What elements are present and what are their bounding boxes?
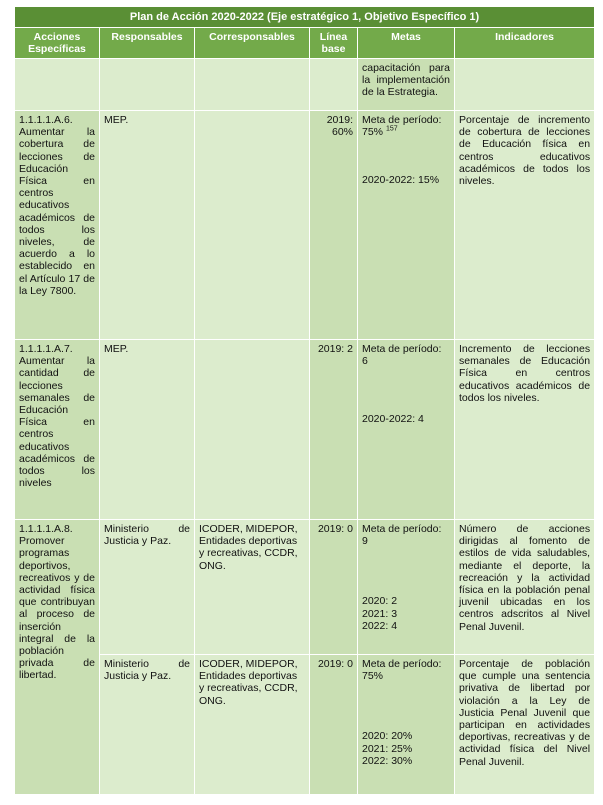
cell-corresponsables <box>195 111 310 340</box>
cell-indicador <box>455 59 595 111</box>
meta-periodo: Meta de período: 6 <box>362 343 442 368</box>
cell-metas <box>358 111 455 340</box>
table-row <box>15 111 595 340</box>
header-indicadores: Indicadores <box>455 28 595 59</box>
cell-corresponsables: ICODER, MIDEPOR, Entidades deportivas y recreativas, CCDR, ONG. <box>195 655 310 795</box>
cell-linea-base: 2019: 2 <box>310 340 358 520</box>
meta-periodo: Meta de período: 9 <box>362 523 442 548</box>
cell-linea-base: 2019: 0 <box>310 655 358 795</box>
action-plan-table <box>14 6 595 795</box>
cell-metas <box>358 520 455 655</box>
cell-accion: 1.1.1.1.A.7. Aumentar la cantidad de lecciones semanales de Educación Física en centros educativos académicos de todos los niveles <box>15 340 100 520</box>
action-plan-document <box>14 6 594 795</box>
header-corresponsables: Corresponsables <box>195 28 310 59</box>
cell-accion <box>15 59 100 111</box>
cell-responsables: MEP. <box>100 340 195 520</box>
cell-indicador: Número de acciones dirigidas al fomento de estilos de vida saludables, mediante el deporte, la recreación y la actividad física en la población penal juvenil ubicadas en los centros adscritos al Nivel Penal Juvenil. <box>455 520 595 655</box>
meta-anual: 2022: 30% <box>362 754 413 767</box>
header-linea-base: Línea base <box>310 28 358 59</box>
cell-corresponsables: ICODER, MIDEPOR, Entidades deportivas y recreativas, CCDR, ONG. <box>195 520 310 655</box>
cell-metas <box>358 655 455 795</box>
cell-linea-base: 2019: 0 <box>310 520 358 655</box>
meta-anual: 2020: 20% <box>362 730 413 743</box>
header-acciones: Acciones Específicas <box>15 28 100 59</box>
cell-indicador: Porcentaje de incremento de cobertura de lecciones de Educación física en centros educativos académicos de todos los niveles. <box>455 111 595 340</box>
footnote-ref: 157 <box>385 125 398 133</box>
meta-anual: 2021: 3 <box>362 607 398 620</box>
cell-accion: 1.1.1.1.A.8. Promover programas deportivos, recreativos y de actividad física que contribuyan al proceso de inserción integral de la población privada de libertad. <box>15 520 100 795</box>
cell-indicador: Porcentaje de población que cumple una sentencia privativa de libertad por violación a la Ley de Justicia Penal Juvenil que participan en actividades deportivas, recreativas y de actividad física del Nivel Penal Juvenil. <box>455 655 595 795</box>
cell-corresponsables <box>195 59 310 111</box>
table-row <box>15 655 595 795</box>
cell-responsables: MEP. <box>100 111 195 340</box>
cell-metas <box>358 340 455 520</box>
table-row <box>15 520 595 655</box>
cell-accion: 1.1.1.1.A.6. Aumentar la cobertura de lecciones de Educación Física en centros educativos académicos de todos los niveles, de acuerdo a lo establecido en el Artículo 17 de la Ley 7800. <box>15 111 100 340</box>
cell-linea-base: 2019: 60% <box>310 111 358 340</box>
cell-metas: capacitación para la implementación de la Estrategia. <box>358 59 455 111</box>
table-row <box>15 340 595 520</box>
cell-responsables: Ministerio de Justicia y Paz. <box>100 655 195 795</box>
meta-anual: 2020: 2 <box>362 595 398 608</box>
table-title-row <box>15 7 595 28</box>
cell-responsables <box>100 59 195 111</box>
cell-corresponsables <box>195 340 310 520</box>
cell-responsables: Ministerio de Justicia y Paz. <box>100 520 195 655</box>
header-metas: Metas <box>358 28 455 59</box>
cell-indicador: Incremento de lecciones semanales de Educación Física en centros educativos académicos de todos los niveles. <box>455 340 595 520</box>
meta-periodo: Meta de período: 75% <box>362 658 442 683</box>
meta-anual: 2022: 4 <box>362 619 398 632</box>
table-row <box>15 59 595 111</box>
table-header-row <box>15 28 595 59</box>
meta-detalle: 2020-2022: 4 <box>362 413 424 426</box>
meta-periodo: Meta de período: 75% <box>362 114 442 139</box>
table-title: Plan de Acción 2020-2022 (Eje estratégico 1, Objetivo Específico 1) <box>15 7 595 28</box>
meta-anual: 2021: 25% <box>362 742 413 755</box>
meta-detalle: 2020-2022: 15% <box>362 174 440 187</box>
cell-linea-base <box>310 59 358 111</box>
header-responsables: Responsables <box>100 28 195 59</box>
